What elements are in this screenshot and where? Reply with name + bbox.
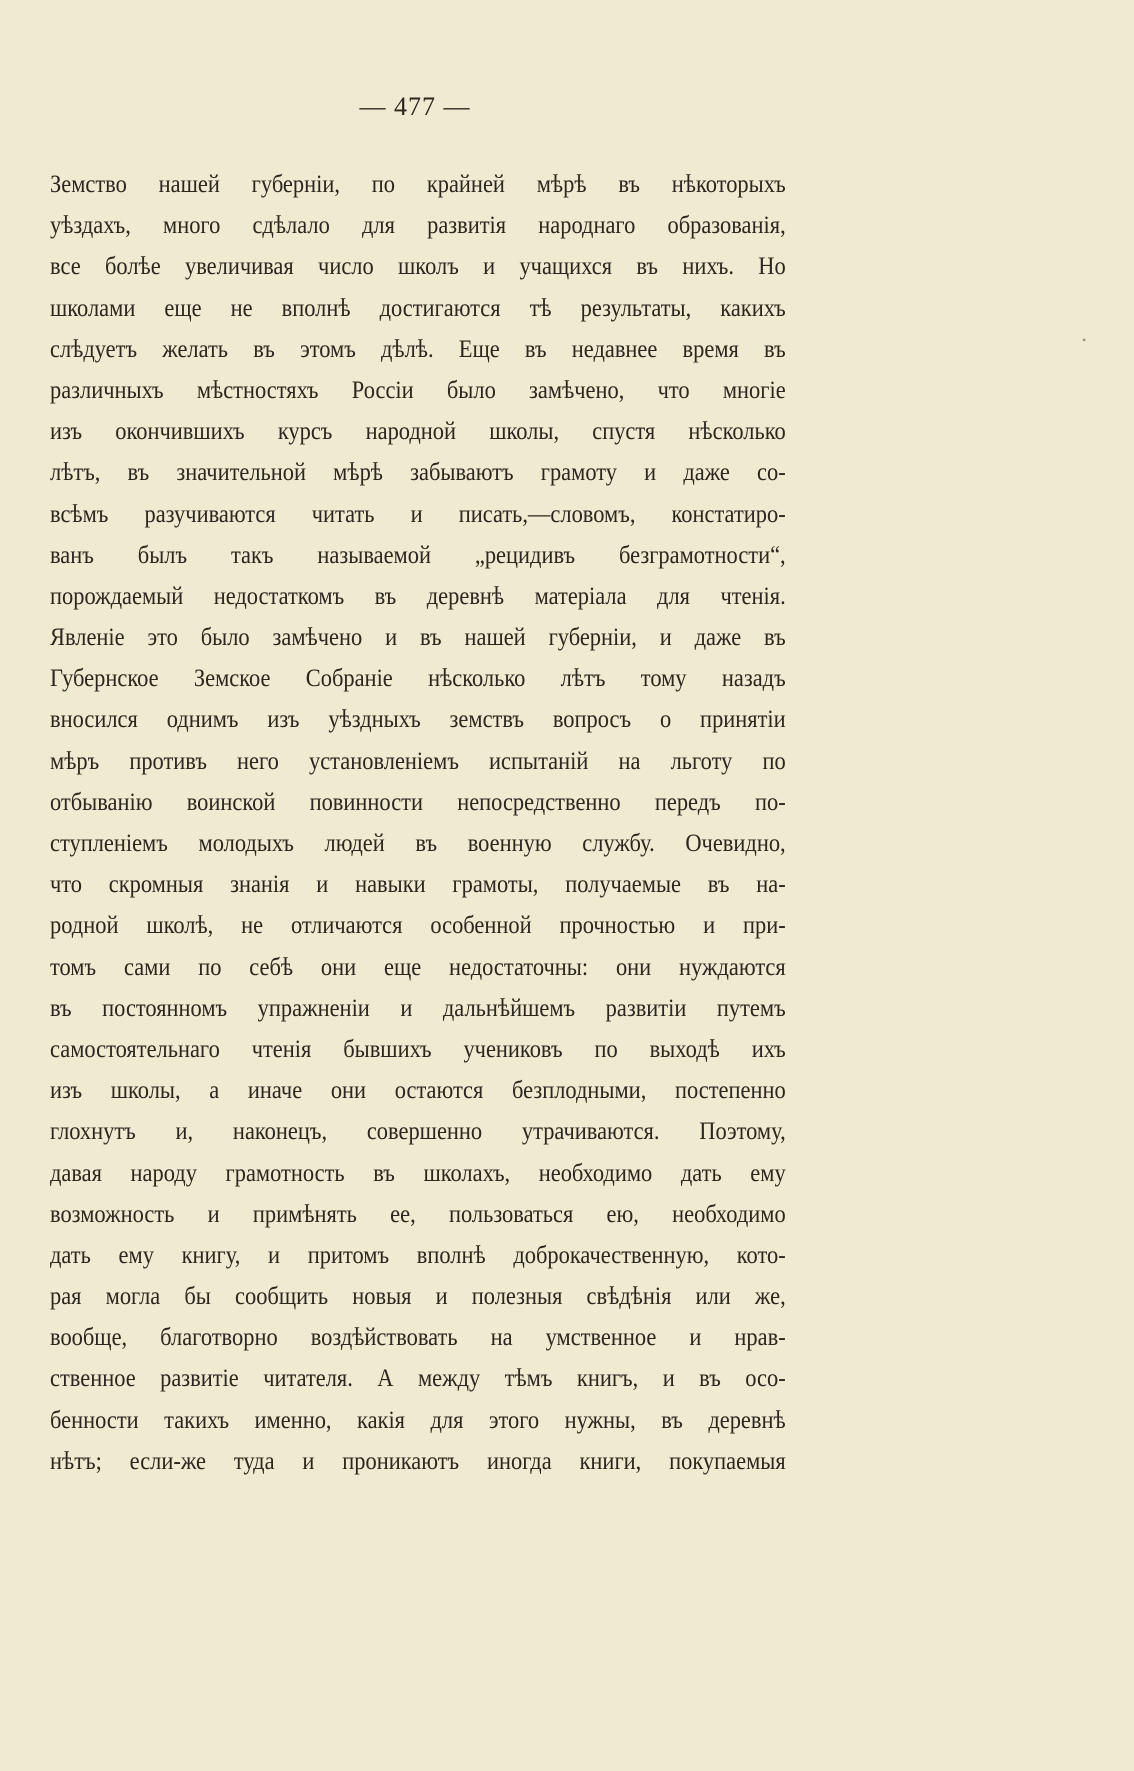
text-line: ступленіемъ молодыхъ людей въ военную службу. Очевидно, — [50, 828, 786, 857]
text-line: дать ему книгу, и притомъ вполнѣ доброкачественную, кото- — [50, 1239, 786, 1269]
text-line: возможность и примѣнять ее, пользоваться ею, необходимо — [50, 1198, 786, 1228]
text-line: всѣмъ разучиваются читать и писать,—словомъ, констатиро- — [50, 498, 786, 528]
page-number: — 477 — — [359, 92, 471, 121]
body-text — [50, 163, 886, 1481]
text-line: мѣръ противъ него установленіемъ испытаній на льготу по — [50, 745, 786, 775]
text-line: томъ сами по себѣ они еще недостаточны: они нуждаются — [50, 951, 786, 981]
text-line: порождаемый недостаткомъ въ деревнѣ матеріала для чтенія. — [50, 580, 786, 610]
text-line: Земство нашей губерніи, по крайней мѣрѣ въ нѣкоторыхъ — [50, 169, 786, 198]
text-line: уѣздахъ, много сдѣлало для развитія народнаго образованія, — [50, 210, 786, 240]
text-line: давая народу грамотность въ школахъ, необходимо дать ему — [50, 1157, 786, 1187]
text-line: все болѣе увеличивая число школъ и учащихся въ нихъ. Но — [50, 251, 786, 281]
text-line: бенности такихъ именно, какія для этого нужны, въ деревнѣ — [50, 1404, 786, 1434]
text-line: вносился однимъ изъ уѣздныхъ земствъ вопросъ о принятіи — [50, 704, 786, 734]
text-line: слѣдуетъ желать въ этомъ дѣлѣ. Еще въ недавнее время въ — [50, 333, 786, 363]
text-line: Губернское Земское Собраніе нѣсколько лѣтъ тому назадъ — [50, 663, 786, 693]
text-line: глохнутъ и, наконецъ, совершенно утрачиваются. Поэтому, — [50, 1116, 786, 1146]
text-line: изъ окончившихъ курсъ народной школы, спустя нѣсколько — [50, 416, 786, 446]
text-line: нѣтъ; если-же туда и проникаютъ иногда книги, покупаемыя — [50, 1445, 786, 1475]
text-line: лѣтъ, въ значительной мѣрѣ забываютъ грамоту и даже со- — [50, 457, 786, 487]
text-line: изъ школы, а иначе они остаются безплодными, постепенно — [50, 1075, 786, 1105]
text-line: школами еще не вполнѣ достигаются тѣ результаты, какихъ — [50, 292, 786, 322]
text-line: самостоятельнаго чтенія бывшихъ учениковъ по выходѣ ихъ — [50, 1033, 786, 1063]
text-line: различныхъ мѣстностяхъ Россіи было замѣчено, что многіе — [50, 374, 786, 404]
text-line: отбыванію воинской повинности непосредственно передъ по- — [50, 786, 786, 816]
text-line: ственное развитіе читателя. А между тѣмъ книгъ, и въ осо- — [50, 1363, 786, 1393]
text-line: рая могла бы сообщить новыя и полезныя свѣдѣнія или же, — [50, 1281, 786, 1311]
text-line: вообще, благотворно воздѣйствовать на умственное и нрав- — [50, 1322, 786, 1352]
text-line: Явленіе это было замѣчено и въ нашей губерніи, и даже въ — [50, 622, 786, 652]
text-line: ванъ былъ такъ называемой „рецидивъ безграмотности“, — [50, 539, 786, 569]
scan-speck: • — [1082, 333, 1087, 347]
text-line: что скромныя знанія и навыки грамоты, получаемые въ на- — [50, 869, 786, 899]
text-line: въ постоянномъ упражненіи и дальнѣйшемъ развитіи путемъ — [50, 992, 786, 1022]
text-line: родной школѣ, не отличаются особенной прочностью и при- — [50, 910, 786, 940]
